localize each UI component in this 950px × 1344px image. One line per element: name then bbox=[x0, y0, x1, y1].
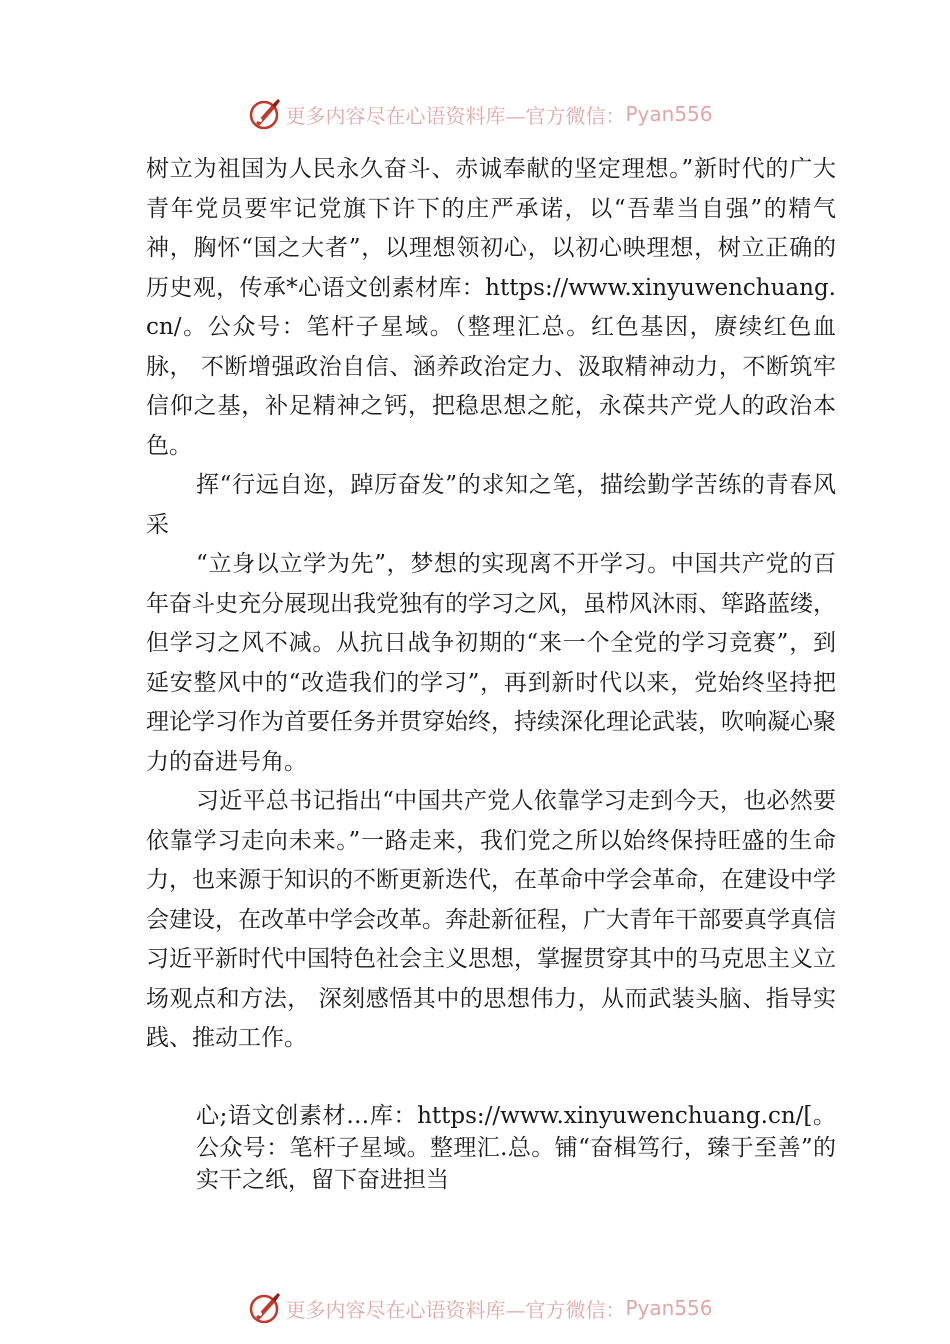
header-banner-text: 更多内容尽在心语资料库—官方微信： bbox=[285, 103, 626, 128]
paragraph-2-heading: 挥“行远自迩，踔厉奋发”的求知之笔，描绘勤学苦练的青春风采 bbox=[146, 472, 836, 538]
header-banner-inner bbox=[247, 96, 712, 132]
document-body bbox=[146, 150, 836, 1059]
footer-banner-text: 更多内容尽在心语资料库—官方微信： bbox=[285, 1297, 626, 1322]
paragraph-3: “立身以立学为先”，梦想的实现离不开学习。中国共产党的百年奋斗史充分展现出我党独有的学习之风，虽栉风沐雨、筚路蓝缕，但学习之风不减。从抗日战争初期的“来一个全党的学习竞赛”，到延安整风中的“改造我们的学习”，再到新时代以来，党始终坚持把理论学习作为首要任务并贯穿始终，持续深化理论武装，吹响凝心聚力的奋进号角。 bbox=[146, 551, 836, 775]
paragraph-4: 习近平总书记指出“中国共产党人依靠学习走到今天，也必然要依靠学习走向未来。”一路走来，我们党之所以始终保持旺盛的生命力，也来源于知识的不断更新迭代，在革命中学会革命，在建设中学会建设，在改革中学会改革。奔赴新征程，广大青年干部要真学真信习近平新时代中国特色社会主义思想，掌握贯穿其中的马克思主义立场观点和方法， 深刻感悟其中的思想伟力，从而武装头脑、指导实践、推动工作。 bbox=[146, 788, 836, 1051]
footer-banner bbox=[0, 1288, 950, 1328]
paragraph-5: 心;语文创素材…库：https://www.xinyuwenchuang.cn/[。公众号：笔杆子星域。整理汇.总。铺“奋楫笃行，臻于至善”的实干之纸，留下奋进担当 bbox=[196, 1103, 836, 1193]
header-banner bbox=[0, 94, 950, 134]
pen-logo-icon bbox=[247, 1290, 283, 1326]
footer-banner-inner bbox=[247, 1290, 712, 1326]
paragraph-1: 树立为祖国为人民永久奋斗、赤诚奉献的坚定理想。”新时代的广大青年党员要牢记党旗下许下的庄严承诺，以“吾辈当自强”的精气神，胸怀“国之大者”，以理想领初心，以初心映理想，树立正确的历史观，传承*心语文创素材库：https://www.xinyuwenchuang.cn/。公众号：笔杆子星域。（整理汇总。红色基因，赓续红色血脉， 不断增强政治自信、涵养政治定力、汲取精神动力，不断筑牢信仰之基，补足精神之钙，把稳思想之舵，永葆共产党人的政治本色。 bbox=[146, 156, 836, 459]
pen-logo-icon bbox=[247, 96, 283, 132]
header-wechat-id: Pyan556 bbox=[625, 102, 713, 126]
footer-wechat-id: Pyan556 bbox=[625, 1296, 713, 1320]
